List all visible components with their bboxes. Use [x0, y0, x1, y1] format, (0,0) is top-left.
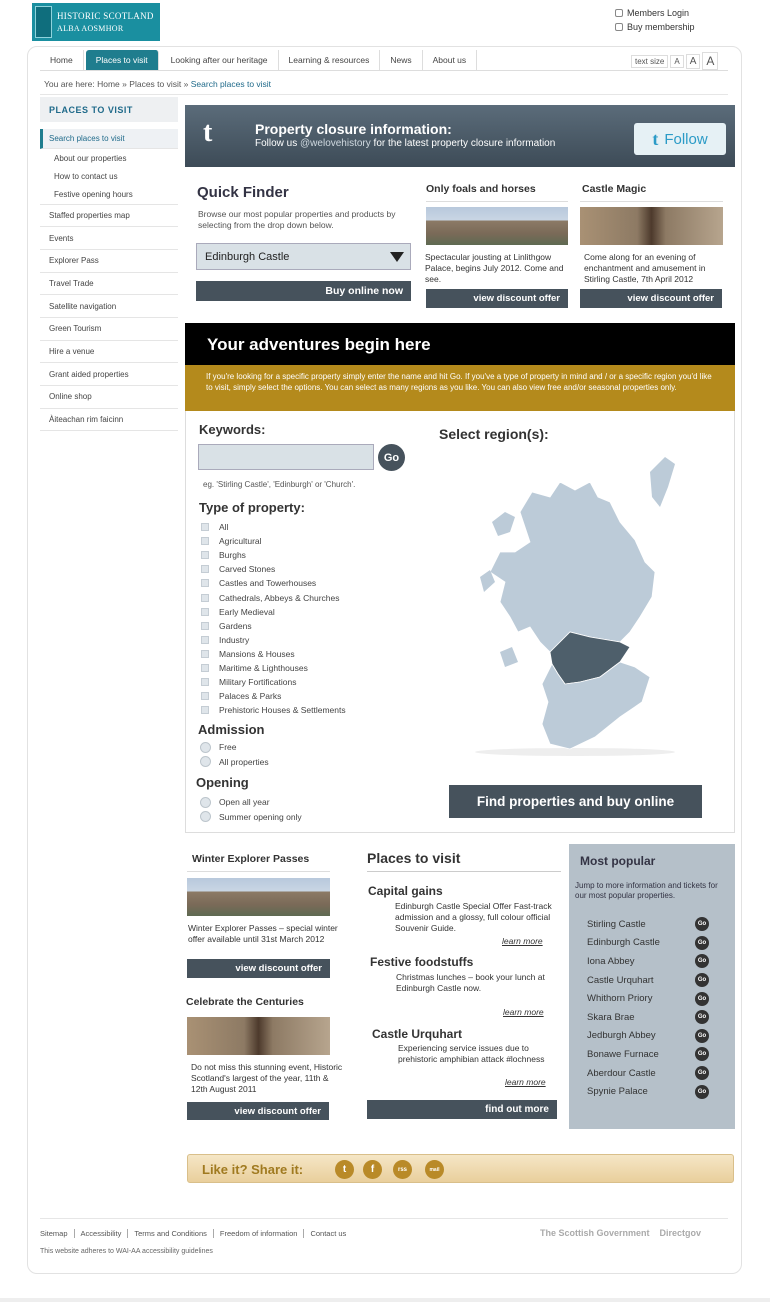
urquhart-learn-more[interactable]: learn more — [505, 1077, 546, 1087]
divider — [367, 871, 561, 872]
popular-item[interactable] — [587, 971, 709, 990]
opening-radio[interactable] — [200, 811, 211, 822]
centuries-text: Do not miss this stunning event, Historic Scotland's largest of the year, 11th & 12th August 2011 — [191, 1062, 343, 1094]
winter-title: Winter Explorer Passes — [192, 853, 310, 865]
divider — [580, 201, 723, 202]
adventures-desc: If you're looking for a specific property simply enter the name and hit Go. If you've a type of property in mind and / or a specific region you'd like to visit, simply select the options. You can select as many regions as you like. You can also view free and/or seasonal properties only. — [185, 365, 735, 411]
type-checkbox[interactable] — [201, 622, 209, 630]
twitter-post: for the latest property closure information — [373, 138, 556, 149]
brand-line2: ALBA AOSMHOR — [57, 24, 124, 33]
sidebar-item-gaelic[interactable]: Àiteachan rim faicinn — [40, 409, 178, 432]
magic-photo — [580, 207, 723, 245]
type-label-text: Burghs — [219, 550, 246, 561]
go-icon[interactable]: Go — [695, 1010, 709, 1024]
find-properties-button[interactable]: Find properties and buy online — [449, 785, 702, 818]
dropdown-arrow-icon — [390, 252, 404, 262]
urquhart-heading: Castle Urquhart — [372, 1027, 463, 1041]
sidebar-item-staffed-map[interactable]: Staffed properties map — [40, 205, 178, 228]
type-label-text: Agricultural — [219, 536, 262, 547]
membership-icon — [615, 23, 623, 31]
type-label-text: All — [219, 522, 229, 533]
text-size-medium[interactable]: A — [686, 54, 701, 69]
nav-news[interactable]: News — [380, 50, 422, 70]
popular-item[interactable] — [587, 1027, 709, 1046]
opening-label: Opening — [196, 775, 249, 790]
sidebar-heading: PLACES TO VISIT — [40, 97, 178, 122]
popular-item-label: Castle Urquhart — [587, 974, 654, 986]
places-to-visit-title: Places to visit — [367, 850, 461, 866]
popular-item-label: Edinburgh Castle — [587, 937, 660, 949]
breadcrumb-places[interactable]: Places to visit — [129, 79, 182, 89]
type-checkbox[interactable] — [201, 636, 209, 644]
sidebar-item-travel[interactable]: Travel Trade — [40, 273, 178, 296]
capital-gains-text: Edinburgh Castle Special Offer Fast-track admission and a glossy, full colour official Souvenir Guide. — [395, 901, 552, 933]
promo-foals-title: Only foals and horses — [426, 183, 536, 195]
admission-label: Admission — [198, 722, 265, 737]
nav-learning[interactable]: Learning & resources — [279, 50, 381, 70]
breadcrumb-current: Search places to visit — [190, 79, 272, 89]
text-size-control — [631, 52, 718, 70]
directgov-logo[interactable]: Directgov — [659, 1228, 702, 1238]
admission-radio[interactable] — [200, 756, 211, 767]
type-checkbox[interactable] — [201, 594, 209, 602]
buy-membership-link[interactable]: Buy membership — [627, 22, 695, 32]
popular-item[interactable] — [587, 1082, 709, 1101]
popular-item[interactable] — [587, 1045, 709, 1064]
text-size-small[interactable]: A — [670, 55, 683, 68]
centuries-title: Celebrate the Centuries — [186, 996, 304, 1008]
footer-links — [40, 1229, 352, 1238]
footer-note: This website adheres to WAI-AA accessibility guidelines — [40, 1248, 213, 1255]
sidebar-item-explorer[interactable]: Explorer Pass — [40, 250, 178, 273]
opening-radios — [200, 795, 302, 824]
breadcrumb-prefix: You are here: — [44, 79, 95, 89]
winter-discount-button[interactable]: view discount offer — [187, 959, 330, 978]
capital-gains-heading: Capital gains — [368, 884, 443, 898]
most-popular-panel — [569, 844, 735, 1129]
type-checkbox[interactable] — [201, 579, 209, 587]
rss-share-icon[interactable]: rss — [393, 1160, 412, 1179]
nav-places-to-visit[interactable]: Places to visit — [86, 50, 159, 70]
admission-option: All properties — [219, 756, 269, 767]
magic-discount-button[interactable]: view discount offer — [580, 289, 722, 308]
sidebar-item-green[interactable]: Green Tourism — [40, 318, 178, 341]
popular-item-label: Spynie Palace — [587, 1086, 648, 1098]
type-checkbox[interactable] — [201, 692, 209, 700]
breadcrumb-separator: » — [183, 79, 189, 89]
type-checkbox[interactable] — [201, 678, 209, 686]
most-popular-desc: Jump to more information and tickets for our most popular properties. — [575, 881, 718, 900]
scottish-government-logo[interactable]: The Scottish Government — [540, 1228, 650, 1238]
sidebar-item-festive[interactable]: Festive opening hours — [40, 186, 178, 205]
popular-item[interactable] — [587, 952, 709, 971]
popular-item-label: Whithorn Priory — [587, 993, 653, 1005]
twitter-bird-icon: t — [203, 117, 213, 148]
type-checkbox[interactable] — [201, 551, 209, 559]
breadcrumb-home[interactable]: Home — [97, 79, 120, 89]
sidebar-item-about[interactable]: About our properties — [54, 153, 127, 163]
twitter-handle[interactable]: @welovehistory — [300, 138, 371, 149]
text-size-label: text size — [631, 55, 668, 68]
twitter-banner — [185, 105, 735, 167]
type-label-text: Military Fortifications — [219, 677, 297, 688]
footer-accessibility[interactable]: Accessibility — [80, 1229, 122, 1238]
sidebar-item-search[interactable]: Search places to visit — [40, 129, 178, 149]
opening-option: Summer opening only — [219, 811, 302, 822]
popular-item[interactable] — [587, 1064, 709, 1083]
centuries-photo — [187, 1017, 330, 1055]
go-icon[interactable]: Go — [695, 992, 709, 1006]
popular-item-label: Stirling Castle — [587, 918, 646, 930]
divider — [426, 201, 568, 202]
historic-scotland-logo[interactable] — [32, 3, 160, 41]
type-checkbox[interactable] — [201, 565, 209, 573]
popular-item[interactable] — [587, 934, 709, 953]
map-shadow — [475, 748, 675, 756]
bottom-edge — [0, 1298, 770, 1302]
foals-discount-button[interactable]: view discount offer — [426, 289, 568, 308]
go-icon[interactable]: Go — [695, 917, 709, 931]
twitter-pre: Follow us — [255, 138, 298, 149]
popular-item-label: Bonawe Furnace — [587, 1048, 659, 1060]
breadcrumb — [44, 79, 271, 89]
type-checkbox[interactable] — [201, 706, 209, 714]
go-icon[interactable]: Go — [695, 1066, 709, 1080]
sidebar — [40, 97, 178, 431]
twitter-subtitle — [255, 138, 555, 149]
type-label: Type of property: — [199, 500, 305, 515]
nav-home[interactable]: Home — [40, 50, 84, 70]
type-checkbox[interactable] — [201, 664, 209, 672]
promo-foals-text: Spectacular jousting at Linlithgow Palace, begins July 2012. Come and see. — [425, 252, 564, 284]
email-share-icon[interactable]: mail — [425, 1160, 444, 1179]
map-region-shetland[interactable] — [650, 457, 675, 507]
keywords-example: eg. 'Stirling Castle', 'Edinburgh' or 'Church'. — [203, 480, 356, 489]
brand-line1: HISTORIC SCOTLAND — [57, 11, 154, 21]
popular-item-label: Aberdour Castle — [587, 1067, 656, 1079]
winter-photo — [187, 878, 330, 916]
type-label-text: Mansions & Houses — [219, 648, 295, 659]
capital-gains-learn-more[interactable]: learn more — [502, 936, 543, 946]
twitter-title: Property closure information: — [255, 121, 452, 137]
share-bar — [187, 1154, 734, 1183]
go-icon[interactable]: Go — [695, 1029, 709, 1043]
sidebar-item-shop[interactable]: Online shop — [40, 386, 178, 409]
go-icon[interactable]: Go — [695, 1085, 709, 1099]
share-label: Like it? Share it: — [202, 1162, 304, 1177]
top-links — [615, 6, 695, 34]
keywords-label: Keywords: — [199, 422, 266, 437]
divider — [187, 871, 330, 872]
map-region-highlands[interactable] — [490, 482, 655, 652]
foals-photo — [426, 207, 568, 245]
footer-foi[interactable]: Freedom of information — [219, 1229, 298, 1238]
type-checkbox[interactable] — [201, 650, 209, 658]
facebook-share-icon[interactable]: f — [363, 1160, 382, 1179]
nav-about[interactable]: About us — [423, 50, 478, 70]
type-checkbox[interactable] — [201, 523, 209, 531]
promo-magic-title: Castle Magic — [582, 183, 647, 195]
promo-magic-text: Come along for an evening of enchantment and amusement in Stirling Castle, 7th April 2012 — [584, 252, 706, 284]
popular-item-label: Skara Brae — [587, 1011, 635, 1023]
region-label: Select region(s): — [439, 426, 549, 442]
sidebar-item-contact[interactable]: How to contact us — [54, 172, 118, 182]
popular-item[interactable] — [587, 915, 709, 934]
winter-text: Winter Explorer Passes – special winter offer available until 31st March 2012 — [188, 923, 338, 944]
type-label-text: Maritime & Lighthouses — [219, 662, 308, 673]
festive-text: Christmas lunches – book your lunch at Edinburgh Castle now. — [396, 972, 545, 993]
type-checkbox-list — [201, 520, 346, 717]
sidebar-item-satnav[interactable]: Satellite navigation — [40, 295, 178, 318]
twitter-share-icon[interactable]: t — [335, 1160, 354, 1179]
crest-icon — [35, 6, 52, 38]
go-button[interactable]: Go — [378, 444, 405, 471]
type-label-text: Industry — [219, 634, 250, 645]
admission-radio[interactable] — [200, 742, 211, 753]
most-popular-list — [587, 915, 709, 1101]
festive-learn-more[interactable]: learn more — [503, 1007, 544, 1017]
type-checkbox[interactable] — [201, 608, 209, 616]
sidebar-item-events[interactable]: Events — [40, 227, 178, 250]
twitter-follow-icon: t — [652, 128, 659, 149]
most-popular-title: Most popular — [580, 854, 656, 868]
breadcrumb-separator: » — [122, 79, 127, 89]
go-icon[interactable]: Go — [695, 973, 709, 987]
adventures-heading: Your adventures begin here — [185, 323, 735, 365]
divider — [40, 94, 728, 95]
popular-item[interactable] — [587, 989, 709, 1008]
type-checkbox[interactable] — [201, 537, 209, 545]
scotland-region-map[interactable] — [470, 452, 680, 757]
property-select[interactable] — [196, 243, 411, 270]
main-nav — [40, 50, 728, 71]
quick-finder-desc: Browse our most popular properties and products by selecting from the drop down below. — [198, 209, 396, 230]
partner-logos — [540, 1228, 701, 1238]
footer-sitemap[interactable]: Sitemap — [40, 1229, 68, 1238]
footer-terms[interactable]: Terms and Conditions — [134, 1229, 207, 1238]
footer-contact[interactable]: Contact us — [310, 1229, 347, 1238]
go-icon[interactable]: Go — [695, 954, 709, 968]
urquhart-text: Experiencing service issues due to prehistoric amphibian attack #lochness — [398, 1043, 545, 1064]
admission-option: Free — [219, 742, 237, 753]
quick-finder-title: Quick Finder — [197, 184, 289, 201]
nav-heritage[interactable]: Looking after our heritage — [161, 50, 279, 70]
select-value: Edinburgh Castle — [205, 250, 290, 263]
popular-item[interactable] — [587, 1008, 709, 1027]
lock-icon — [615, 9, 623, 17]
popular-item-label: Iona Abbey — [587, 955, 635, 967]
sidebar-item-grant[interactable]: Grant aided properties — [40, 363, 178, 386]
members-login-link[interactable]: Members Login — [627, 8, 690, 18]
type-label-text: Castles and Towerhouses — [219, 578, 317, 589]
type-label-text: Gardens — [219, 620, 252, 631]
admission-radios — [200, 740, 269, 769]
find-out-more-button[interactable]: find out more — [367, 1100, 557, 1119]
buy-online-button[interactable]: Buy online now — [196, 281, 411, 301]
type-label-text: Carved Stones — [219, 564, 276, 575]
go-icon[interactable]: Go — [695, 1047, 709, 1061]
footer-divider — [40, 1218, 728, 1219]
type-label-text: Cathedrals, Abbeys & Churches — [219, 592, 340, 603]
opening-option: Open all year — [219, 797, 270, 808]
popular-item-label: Jedburgh Abbey — [587, 1030, 656, 1042]
festive-heading: Festive foodstuffs — [370, 955, 474, 969]
follow-label: Follow — [664, 130, 708, 148]
centuries-discount-button[interactable]: view discount offer — [187, 1102, 329, 1120]
opening-radio[interactable] — [200, 797, 211, 808]
follow-button[interactable] — [634, 123, 726, 155]
keywords-input[interactable] — [198, 444, 374, 470]
text-size-large[interactable]: A — [702, 52, 718, 70]
type-label-text: Palaces & Parks — [219, 691, 282, 702]
go-icon[interactable]: Go — [695, 936, 709, 950]
type-label-text: Prehistoric Houses & Settlements — [219, 705, 346, 716]
type-label-text: Early Medieval — [219, 606, 275, 617]
sidebar-item-hire[interactable]: Hire a venue — [40, 341, 178, 364]
